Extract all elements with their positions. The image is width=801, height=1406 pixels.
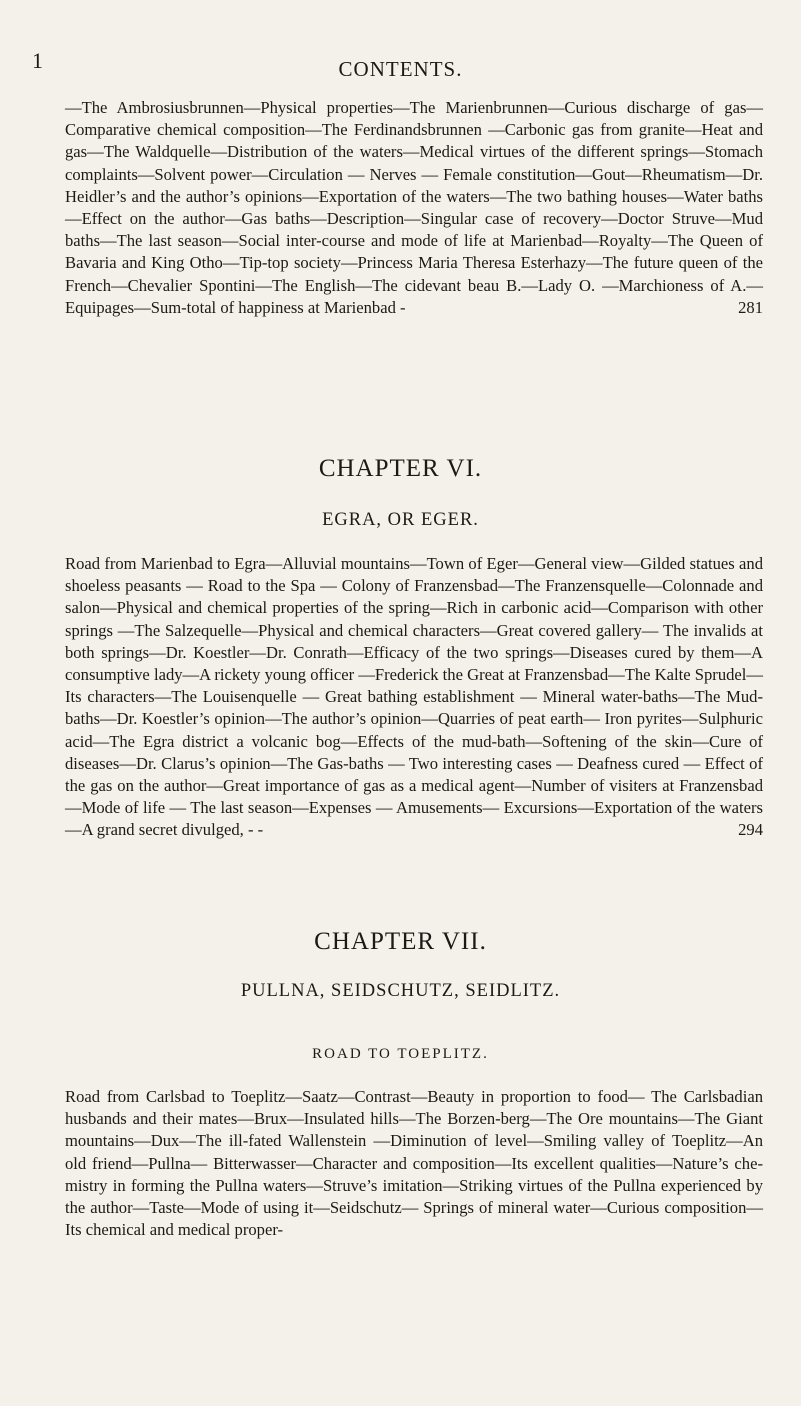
- page-reference: 281: [738, 297, 763, 317]
- chapter-6-subtitle: EGRA, OR EGER.: [322, 510, 479, 530]
- contents-paragraph-chapter-5-continued: [65, 97, 763, 319]
- paragraph-text: Road from Marienbad to Egra—Alluvial mountains—Town of Eger—General view—Gilded statues and shoeless peasants — Road to the Spa — Colony of Franzensbad—The Franzensquelle—Colonnade and salon—Physical and chemical properties of the spring—Rich in carbonic acid—Comparison with other springs —The Salzequelle—Physical and chemical characters—Great covered gallery— The invalids at both springs—Dr. Koestler—Dr. Conrath—Efficacy of the two springs—Diseases cured by them—A consumptive lady—A rickety young officer —Frederick the Great at Franzensbad—The Kalte Sprudel—Its characters—The Louisenquelle — Great bathing establishment — Mineral water-baths—The Mud-baths—Dr. Koestler’s opinion—The author’s opinion—Quarries of peat earth— Iron pyrites—Sulphuric acid—The Egra district a volcanic bog—Effects of the mud-bath—Softening of the skin—Cure of diseases—Dr. Clarus’s opinion—The Gas-baths — Two interesting cases — Deafness cured — Effect of the gas on the author—Great importance of gas as a medical agent—Number of visiters at Franzensbad—Mode of life — The last season—Expenses — Amusements— Excursions—Exportation of the waters—A grand secret divulged, - -: [65, 554, 763, 840]
- page-reference: 294: [738, 820, 763, 840]
- chapter-6-title: CHAPTER VI.: [318, 455, 483, 482]
- chapter-7-subtitle-road: ROAD TO TOEPLITZ.: [312, 1046, 489, 1062]
- chapter-7-subtitle: PULLNA, SEIDSCHUTZ, SEIDLITZ.: [240, 981, 561, 1001]
- chapter-7-title: CHAPTER VII.: [314, 928, 487, 955]
- paragraph-text: Road from Carlsbad to Toeplitz—Saatz—Contrast—Beauty in proportion to food— The Carlsbadian husbands and their mates—Brux—Insulated hills—The Borzen-berg—The Ore mountains—The Giant mountains—Dux—The ill-fated Wallenstein —Diminution of level—Smiling valley of Toeplitz—An old friend—Pullna— Bitterwasser—Character and composition—Its excellent qualities—Nature’s che-mistry in forming the Pullna waters—Struve’s imitation—Striking virtues of the Pullna experienced by the author—Taste—Mode of using it—Seidschutz— Springs of mineral water—Curious composition—Its chemical and medical proper-: [65, 1087, 763, 1240]
- running-head: CONTENTS.: [338, 57, 463, 81]
- page-number-mark: 1: [32, 48, 43, 73]
- paragraph-text: —The Ambrosiusbrunnen—Physical properties—The Marienbrunnen—Curious discharge of gas—Comparative chemical composition—The Ferdinandsbrunnen —Carbonic gas from granite—Heat and gas—The Waldquelle—Distribution of the waters—Medical virtues of the different springs—Stomach complaints—Solvent power—Circulation — Nerves — Female constitution—Gout—Rheumatism—Dr. Heidler’s and the author’s opinions—Exportation of the waters—The two bathing houses—Water baths—Effect on the author—Gas baths—Description—Singular case of recovery—Doctor Struve—Mud baths—The last season—Social inter-course and mode of life at Marienbad—Royalty—The Queen of Bavaria and King Otho—Tip-top society—Princess Maria Theresa Esterhazy—The future queen of the French—Chevalier Spontini—The English—The cidevant beau B.—Lady O. —Marchioness of A.—Equipages—Sum-total of happiness at Marienbad -: [65, 98, 763, 317]
- contents-paragraph-chapter-6: [65, 553, 763, 842]
- contents-paragraph-chapter-7: [65, 1086, 763, 1241]
